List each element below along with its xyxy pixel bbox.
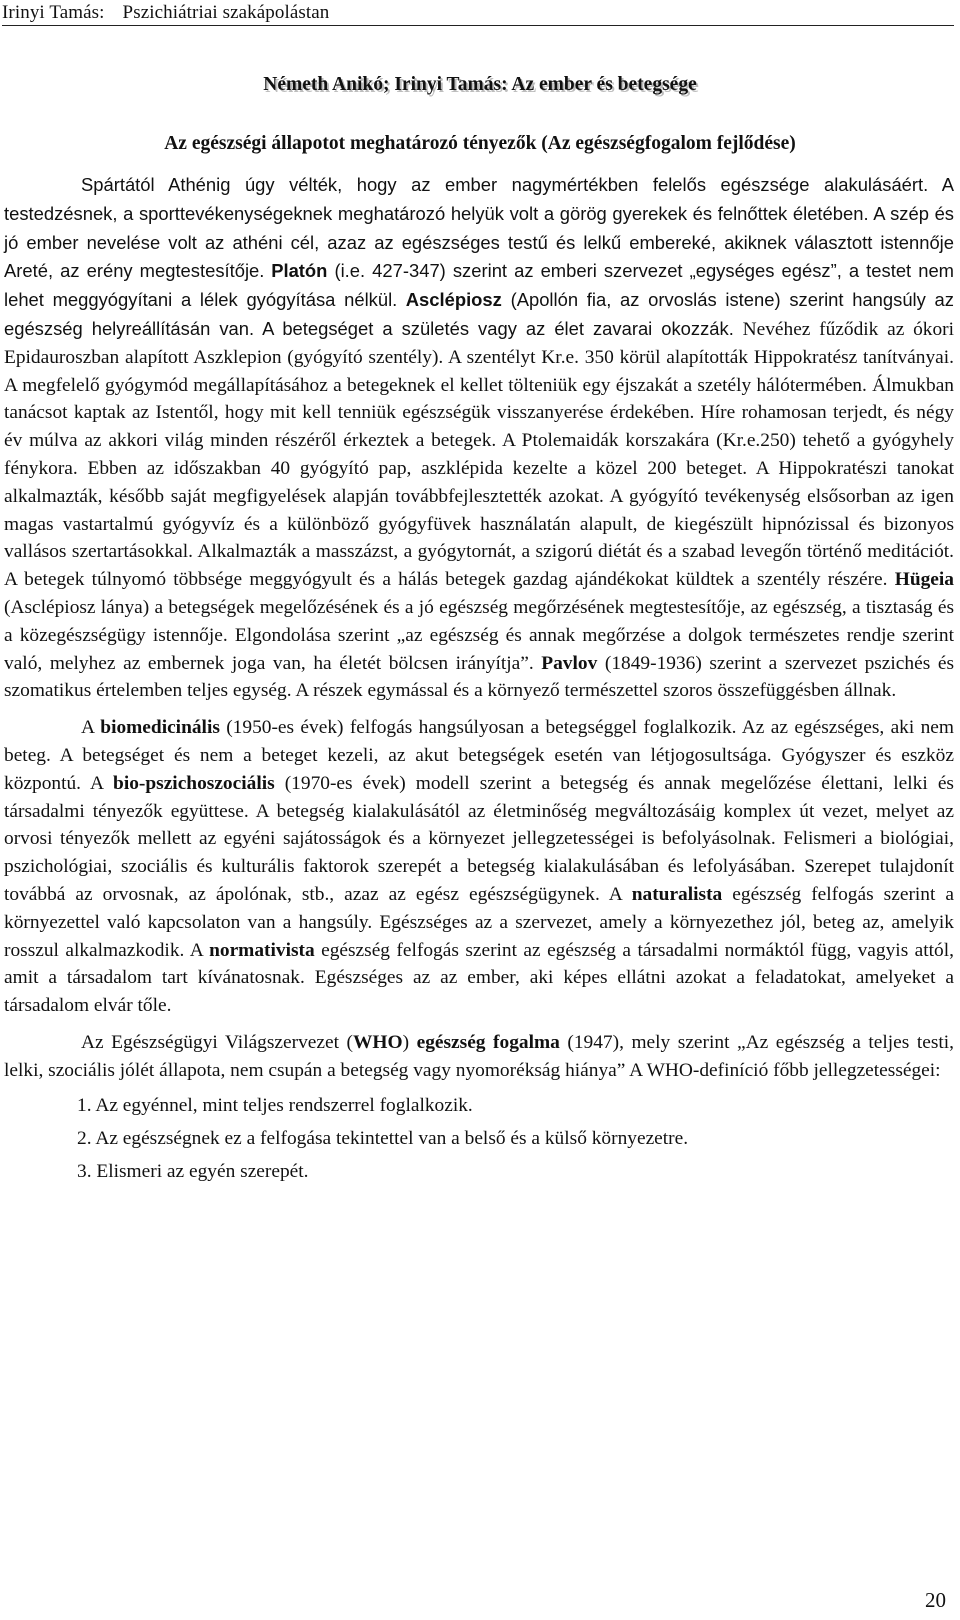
term-naturalista: naturalista bbox=[631, 883, 723, 905]
who-features-list bbox=[4, 1094, 954, 1184]
term-who: WHO bbox=[353, 1031, 403, 1053]
section-title: Az egészségi állapotot meghatározó tényezők (Az egészségfogalom fejlődése) bbox=[164, 133, 796, 154]
running-header bbox=[2, 2, 954, 26]
term-asclepiosz: Asclépiosz bbox=[405, 289, 502, 311]
chapter-title: Németh Anikó; Irinyi Tamás: Az ember és betegsége bbox=[263, 74, 697, 95]
text-run: A bbox=[81, 717, 101, 739]
text-run: ) bbox=[402, 1031, 417, 1053]
list-item: 3. Elismeri az egyén szerepét. bbox=[77, 1160, 309, 1182]
text-run: Spártától Athénig úgy vélték, hogy az ember nagymértékben felelős egészsége alakulásáért. bbox=[81, 174, 929, 195]
list-item: 1. Az egyénnel, mint teljes rendszerrel foglalkozik. bbox=[77, 1094, 473, 1116]
text-run: (1849-1936) szerint a szervezet pszichés és szomatikus értelemben teljes egység. A részek egymással és a környező természettel szoros összefüggésben állnak. bbox=[4, 652, 954, 702]
text-run: (1947), mely szerint „Az egészség a teljes testi, lelki, szociális jólét állapota, nem csupán a betegség vagy nyomorékság hiánya” A WHO-definíció főbb jellegzetességei: bbox=[4, 1031, 954, 1081]
body-text bbox=[4, 171, 954, 1193]
page-number: 20 bbox=[925, 1588, 946, 1612]
text-run: (Apollón fia, az orvoslás istene) szerint hangsúly az egészség helyreállításán van. A betegséget a születés vagy az élet zavarai okozzák. bbox=[4, 289, 954, 339]
text-run: (1970-es évek) modell szerint a betegség és annak megelőzése élettani, lelki és társadalmi tényezők együttese. A betegség kialakulásától az életminőség megváltozásáig komplex út vezet, melyet az orvosi tényezők mellett az egyéni sajátosságok és a környezet jellegzetességei is befolyásolnak. Felismeri a biológiai, pszichológiai, szociális és kulturális faktorok szerepét a betegség kialakulásában és lefolyásában. Szerepet tulajdonít továbbá az orvosnak, az ápolónak, stb., azaz az egész egészségügynek. A bbox=[4, 772, 954, 905]
term-egeszseg-fogalma: egészség fogalma bbox=[416, 1031, 560, 1053]
text-run: A testedzésnek, a sporttevékenységeknek meghatározó helyük volt a görög gyerekek és felnőttek életében. bbox=[4, 174, 954, 224]
text-run: Az Egészségügyi Világszervezet ( bbox=[81, 1031, 354, 1053]
text-run: Nevéhez fűződik az ókori Epidauroszban alapított Aszklepion (gyógyító szentély). A szentélyt Kr.e. 350 körül alapították Hippokratész tanítványai. A megfelelő gyógymód megállapításához a betegeknek el kellet tölteniük egy éjszakát a szetély hálótermében. Álmukban tanácsot kaptak az Istentől, hogy mit kell tenniük egészségük visszanyerése érdekében. Híre rohamosan terjedt, és négy év múlva az akkori világ minden részéről érkeztek a betegek. A Ptolemaidák korszakára (Kr.e.250) tehető a gyógyhely fénykora. Ebben az időszakban 40 gyógyító pap, aszklépida kezelte a közel 200 beteget. A Hippokratészi tanokat alkalmazták, később saját megfigyelések alapján továbbfejlesztették azokat. A gyógyító tevékenység elsősorban az igen magas vastartalmú gyógyvíz és a különböző gyógyfüvek használatán alapult, de kiegészült hipnózissal és bizonyos vallásos szertartásokkal. Alkalmazták a masszázst, a gyógytornát, a szigorú diétát és a szabad levegőn történő meditációt. A betegek túlnyomó többsége meggyógyult és a hálás betegek gazdag ajándékokat küldtek a szentély részére. bbox=[4, 318, 955, 591]
header-book-title: Pszichiátriai szakápolástan bbox=[122, 2, 330, 23]
paragraph-who bbox=[4, 1029, 954, 1085]
paragraph-models bbox=[4, 714, 954, 1020]
text-run: egészség felfogás szerint az egészség a társadalmi normáktól függ, vagyis attól, amit a társadalom tart kívánatosnak. Egészséges az az ember, aki képes ellátni azokat a feladatokat, amelyeket a társadalom elvár tőle. bbox=[4, 939, 954, 1017]
text-run: (1950-es évek) felfogás hangsúlyosan a betegséggel foglalkozik. Az az egészséges, aki nem beteg. A betegséget és nem a beteget kezeli, az akut betegségek esetén van létjogosultsága. Gyógyszer és eszköz központú. A bbox=[4, 717, 954, 794]
paragraph-history bbox=[4, 171, 954, 705]
term-bio-pszichoszocialis: bio-pszichoszociális bbox=[113, 772, 275, 794]
list-item: 2. Az egészségnek ez a felfogása tekintettel van a belső és a külső környezetre. bbox=[77, 1127, 689, 1149]
text-run: (Asclépiosz lánya) a betegségek megelőzésének és a jó egészség megőrzésének megtestesítője, az egészség, a tisztaság és a közegészségügy istennője. Elgondolása szerint „az egészség és annak megőrzése a dolgok természetes rendje szerint való, melyhez az embernek joga van, ha életét bölcsen irányítja”. bbox=[4, 596, 954, 674]
term-platon: Platón bbox=[271, 260, 328, 282]
term-normativista: normativista bbox=[209, 939, 315, 961]
term-biomedicinalis: biomedicinális bbox=[100, 717, 220, 739]
header-author: Irinyi Tamás: bbox=[2, 2, 105, 23]
text-run: A szép és jó ember nevelése volt az athéni cél, azaz az egészséges testű és lelkű embereké, akiknek választott istennője Areté, az erény megtestesítője. bbox=[4, 202, 954, 282]
text-run: (i.e. 427-347) szerint az emberi szervezet „egységes egész”, a testet nem lehet meggyógyítani a lélek gyógyítása nélkül. bbox=[4, 260, 954, 311]
term-pavlov: Pavlov bbox=[541, 652, 598, 674]
text-run: egészség felfogás szerint a környezettel való kapcsolaton van a hangsúly. Egészséges az a szervezet, amely a környezethez jól, beteg az, amelyik rosszul alkalmazkodik. A bbox=[4, 883, 955, 961]
term-hugeia: Hügeia bbox=[894, 569, 954, 591]
